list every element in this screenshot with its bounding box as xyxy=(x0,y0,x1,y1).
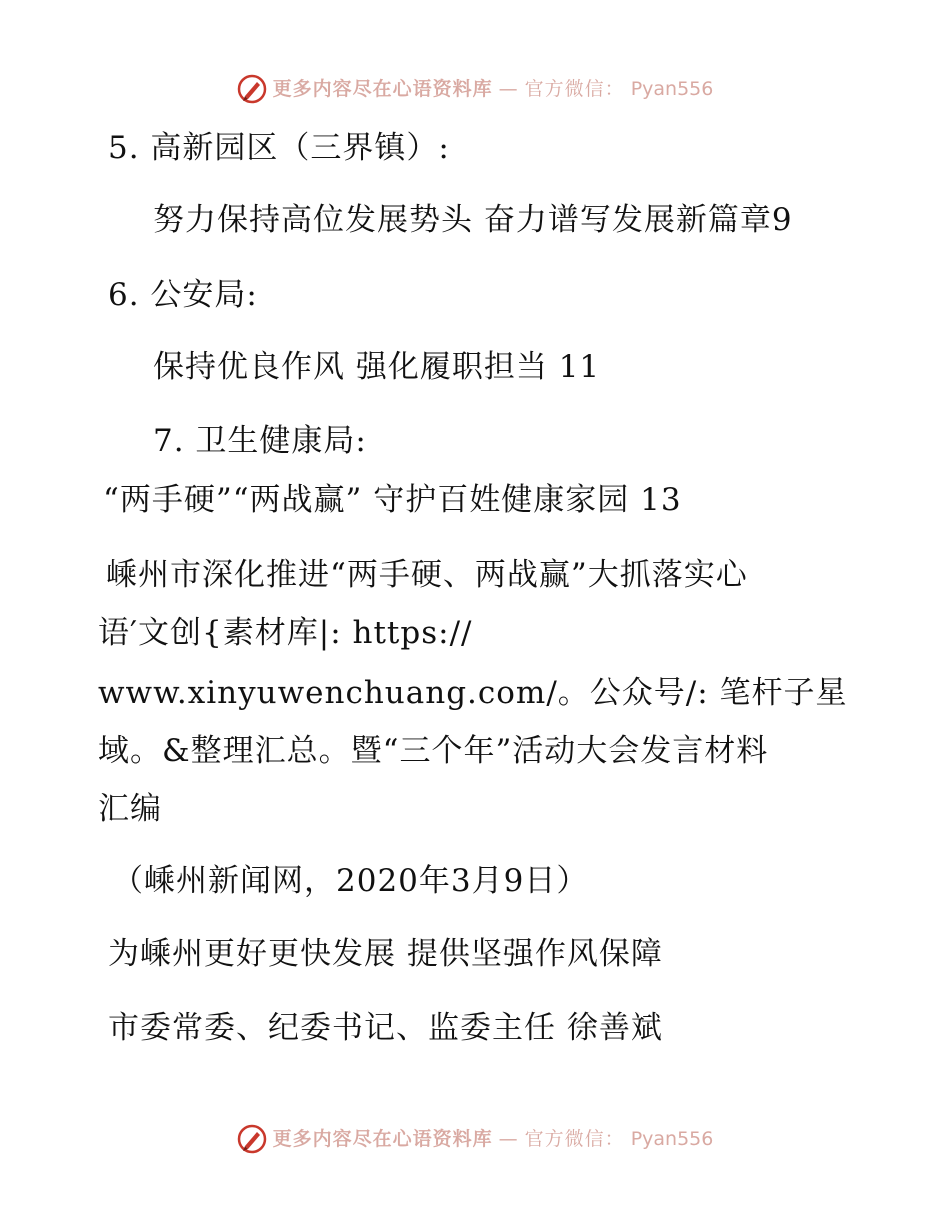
watermark-main-text: 更多内容尽在心语资料库 xyxy=(272,77,493,100)
toc-item-5-title: 努力保持高位发展势头 奋力谱写发展新篇章9 xyxy=(153,202,793,238)
toc-item-6-heading: 6. 公安局: xyxy=(108,277,258,313)
paragraph-line-2: 语′文创{素材库|: https:// xyxy=(98,615,473,651)
paragraph-line-4: 域。&整理汇总。暨“三个年”活动大会发言材料 xyxy=(98,733,769,769)
article-author: 市委常委、纪委书记、监委主任 徐善斌 xyxy=(108,1010,663,1046)
watermark-id: Pyan556 xyxy=(630,77,714,100)
toc-item-7-title: “两手硬”“两战赢” 守护百姓健康家园 13 xyxy=(103,482,682,518)
watermark-id: Pyan556 xyxy=(630,1127,714,1150)
watermark-footer xyxy=(0,1124,950,1154)
watermark-header xyxy=(0,74,950,104)
pen-logo-icon xyxy=(237,74,267,104)
watermark-main-text: 更多内容尽在心语资料库 xyxy=(272,1127,493,1150)
watermark-dash: — xyxy=(498,1127,519,1150)
watermark-dash: — xyxy=(498,77,519,100)
paragraph-line-1: 嵊州市深化推进“两手硬、两战赢”大抓落实心 xyxy=(106,557,748,593)
paragraph-line-3: www.xinyuwenchuang.com/。公众号/: 笔杆子星 xyxy=(98,675,848,711)
paragraph-line-5: 汇编 xyxy=(98,791,162,827)
article-heading: 为嵊州更好更快发展 提供坚强作风保障 xyxy=(108,936,663,972)
pen-logo-icon xyxy=(237,1124,267,1154)
watermark-sub-text: 官方微信： xyxy=(524,77,625,100)
toc-item-7-heading: 7. 卫生健康局: xyxy=(153,423,367,459)
watermark-sub-text: 官方微信： xyxy=(524,1127,625,1150)
article-source: （嵊州新闻网，2020年3月9日） xyxy=(112,863,589,899)
toc-item-5-heading: 5. 高新园区（三界镇）: xyxy=(108,130,450,166)
toc-item-6-title: 保持优良作风 强化履职担当 11 xyxy=(153,349,601,385)
